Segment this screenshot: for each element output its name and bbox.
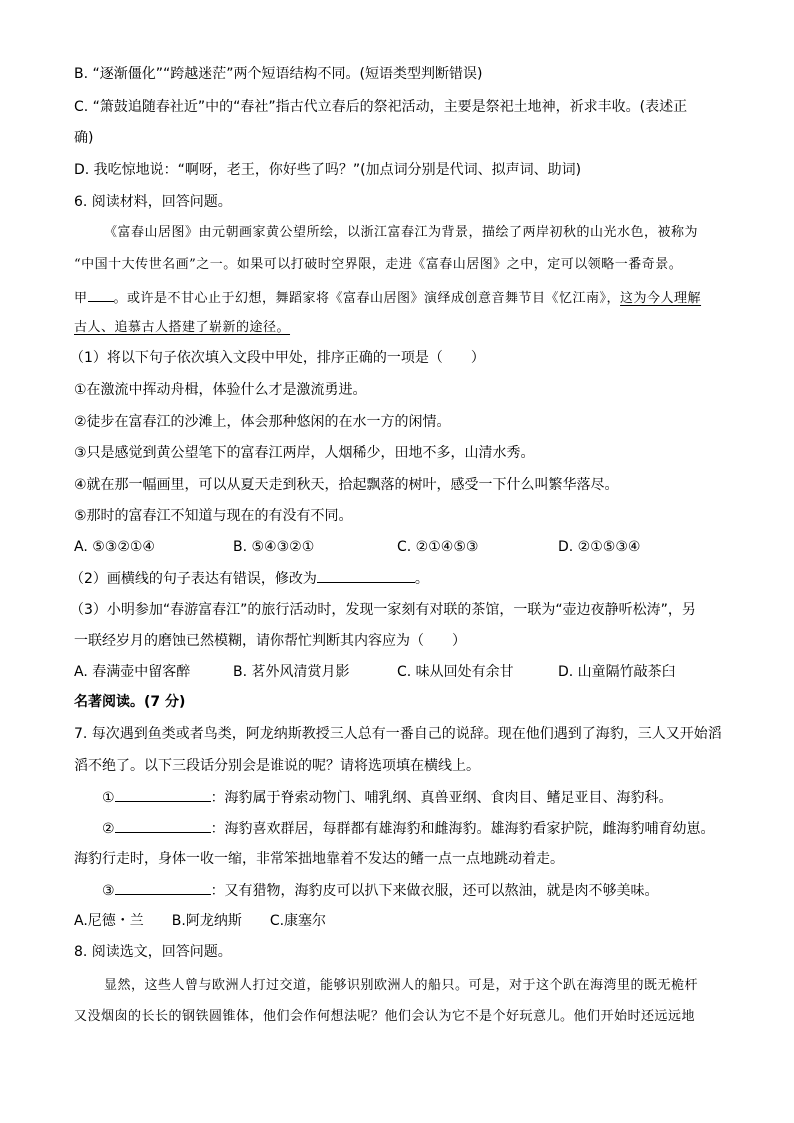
sentence-2: ②徒步在富春江的沙滩上，体会那种悠闲的在水一方的闲情。 [74, 414, 451, 430]
speaker-blank-1[interactable] [115, 787, 211, 802]
q6-title: 6. 阅读材料，回答问题。 [74, 194, 232, 210]
sentence-3: ③只是感觉到黄公望笔下的富春江两岸，人烟稀少，田地不多，山清水秀。 [74, 445, 535, 461]
q7-item-2-cont: 海豹行走时，身体一收一缩，非常笨拙地靠着不发达的鳍一点一点地跳动着走。 [74, 851, 564, 867]
q7-line2: 滔不绝了。以下三段话分别会是谁说的呢？请将选项填在横线上。 [74, 758, 480, 774]
underlined-sentence-part2: 古人、追慕古人搭建了崭新的途径。 [74, 320, 291, 335]
q7-line1: 7. 每次遇到鱼类或者鸟类，阿龙纳斯教授三人总有一番自己的说辞。现在他们遇到了海豹，三人又开始滔 [74, 726, 722, 742]
sentence-4: ④就在那一幅画里，可以从夏天走到秋天，拾起飘落的树叶，感受一下什么叫繁华落尽。 [74, 477, 619, 493]
correction-answer-blank[interactable] [317, 568, 415, 583]
q8-passage-line1: 显然，这些人曾与欧洲人打过交道，能够识别欧洲人的船只。可是，对于这个趴在海湾里的既无桅杆 [104, 978, 699, 993]
q6-sub1: （1）将以下句子依次填入文段中甲处，排序正确的一项是（ ） [70, 350, 485, 366]
q6-sub3-line1: （3）小明参加“春游富春江”的旅行活动时，发现一家刻有对联的茶馆，一联为“壶边夜静听松涛”，另 [70, 602, 696, 618]
q6-sub2-text: （2）画横线的句子表达有错误，修改为 [70, 571, 317, 587]
speaker-blank-2[interactable] [115, 818, 211, 833]
q6-sub2 [70, 568, 429, 589]
q6-sub3-option-b[interactable]: B. 茗外风清赏月影 [233, 664, 350, 680]
sentence-1: ①在激流中挥动舟楫，体验什么才是激流勇进。 [74, 382, 367, 398]
q6-sub3-option-c[interactable]: C. 味从回处有余甘 [397, 664, 514, 680]
item-number: ② [102, 821, 115, 837]
item-text: ：又有猎物，海豹皮可以扒下来做衣服，还可以熬油，就是肉不够美味。 [210, 883, 659, 899]
q6-sub1-option-c[interactable]: C. ②①④⑤③ [397, 539, 479, 555]
q6-material-line3 [74, 287, 701, 309]
q6-sub1-option-b[interactable]: B. ⑤④③②① [233, 539, 315, 555]
q6-material-line2: “中国十大传世名画”之一。如果可以打破时空界限，走进《富春山居图》之中，定可以领略一番奇景。 [74, 257, 683, 272]
item-text: ：海豹属于脊索动物门、哺乳纲、真兽亚纲、食肉目、鳍足亚目、海豹科。 [210, 790, 673, 806]
q6-sub3-option-a[interactable]: A. 春满壶中留客醉 [74, 664, 191, 680]
q6-sub3-option-d[interactable]: D. 山童隔竹敲茶臼 [558, 664, 676, 680]
q7-item-3 [102, 880, 659, 901]
underlined-sentence-part1: 这为今人理解 [620, 291, 702, 306]
q6-sub1-option-d[interactable]: D. ②①⑤③④ [558, 539, 641, 555]
q5-option-d: D. 我吃惊地说：“啊呀，老王，你好些了吗？”(加点词分别是代词、拟声词、助词) [74, 162, 582, 178]
q6-sub3-line2: 一联经岁月的磨蚀已然模糊，请你帮忙判断其内容应为（ ） [74, 633, 466, 649]
q6-material-line1: 《富春山居图》由元朝画家黄公望所绘，以浙江富春江为背景，描绘了两岸初秋的山光水色，被称为 [104, 225, 699, 240]
q8-title: 8. 阅读选文，回答问题。 [74, 944, 232, 960]
q7-choices: A.尼德・兰 B.阿龙纳斯 C.康塞尔 [74, 913, 327, 929]
fill-blank-jia[interactable] [88, 287, 114, 302]
q6-sub2-end: 。 [414, 571, 429, 587]
q7-item-1 [102, 787, 673, 808]
q5-option-c-line1: C. “箫鼓追随春社近”中的“春社”指古代立春后的祭祀活动，主要是祭祀土地神，祈求丰收。(表述正 [74, 99, 688, 115]
item-number: ③ [102, 883, 115, 899]
q6-material-line4 [74, 318, 290, 338]
q5-option-b: B. “逐渐僵化”“跨越迷茫”两个短语结构不同。(短语类型判断错误) [74, 66, 483, 82]
q8-passage-line2: 又没烟囱的长长的钢铁圆锥体，他们会作何想法呢？他们会认为它不是个好玩意儿。他们开始时还远远地 [74, 1009, 696, 1024]
sentence-5: ⑤那时的富春江不知道与现在的有没有不同。 [74, 508, 353, 524]
item-text: ：海豹喜欢群居，每群都有雄海豹和雌海豹。雄海豹看家护院，雌海豹哺育幼崽。 [210, 821, 715, 837]
q7-item-2 [102, 818, 715, 839]
material-text: 。或许是不甘心止于幻想，舞蹈家将《富春山居图》演绎成创意音舞节目《忆江南》， [113, 291, 621, 306]
speaker-blank-3[interactable] [115, 880, 211, 895]
section-heading: 名著阅读。(7 分) [74, 694, 186, 710]
item-number: ① [102, 790, 115, 806]
q5-option-c-line2: 确) [74, 130, 94, 146]
blank-marker-jia: 甲 [74, 291, 88, 306]
q6-sub1-option-a[interactable]: A. ⑤③②①④ [74, 539, 155, 555]
